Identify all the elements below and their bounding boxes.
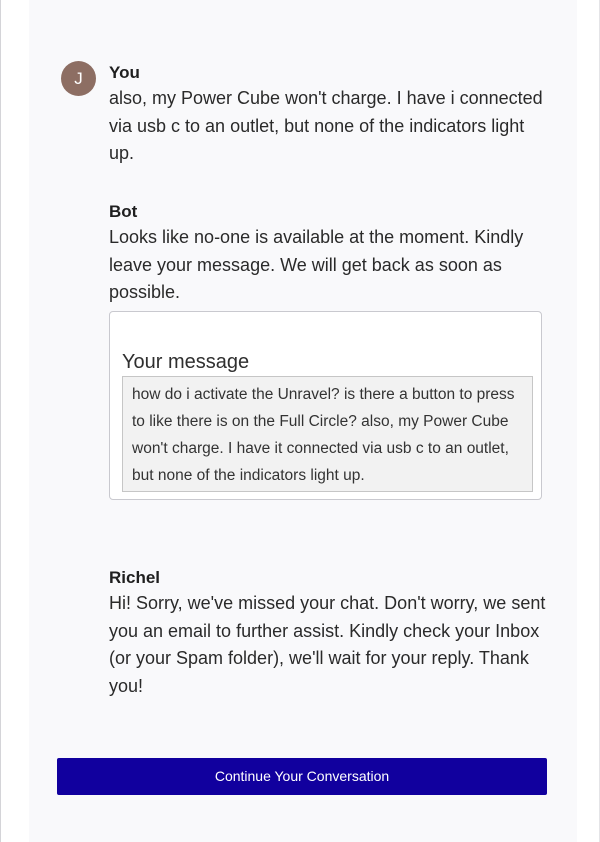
continue-conversation-button[interactable]: Continue Your Conversation	[57, 758, 547, 795]
message-author: Bot	[109, 202, 138, 221]
message-text: Looks like no-one is available at the moment. Kindly leave your message. We will get back as soon as possible.	[109, 227, 524, 302]
message-bot	[109, 201, 549, 307]
message-agent	[109, 567, 549, 700]
offline-message-form	[109, 311, 542, 500]
message-author: You	[109, 63, 140, 82]
message-author: Richel	[109, 568, 161, 587]
message-text: Hi! Sorry, we've missed your chat. Don't worry, we sent you an email to further assist. Kindly check your Inbox (or your Spam folder), we'll wait for your reply. Thank you!	[109, 593, 546, 696]
message-user	[109, 62, 549, 168]
form-label: Your message	[122, 351, 250, 373]
message-field[interactable]: how do i activate the Unravel? is there a button to press to like there is on the Full Circle? also, my Power Cube won't charge. I have it connected via usb c to an outlet, but none of the indicators light up.	[122, 376, 533, 492]
user-avatar: J	[61, 61, 96, 96]
message-text: also, my Power Cube won't charge. I have i connected via usb c to an outlet, but none of the indicators light up.	[109, 88, 543, 163]
